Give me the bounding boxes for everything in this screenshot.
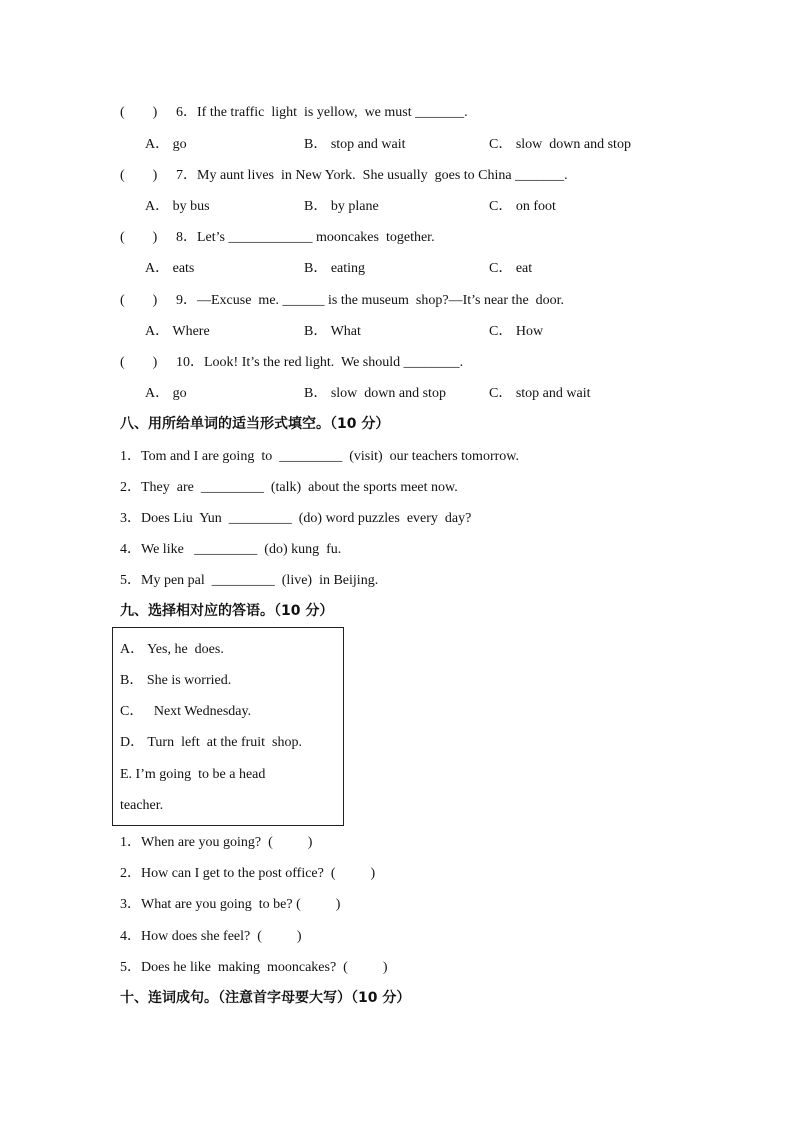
fill-item-5[interactable]: 5．My pen pal _________ (live) in Beijing.: [120, 573, 379, 588]
match-item-1[interactable]: 1．When are you going? ( ): [120, 835, 313, 850]
option-a: A． by bus: [145, 199, 210, 214]
answer-option-a: A． Yes, he does.: [120, 642, 224, 657]
question-text: 6．If the traffic light is yellow, we must _______.: [176, 105, 468, 120]
option-c: C． on foot: [489, 199, 556, 214]
section-heading: 九、选择相对应的答语。（10 分）: [120, 603, 334, 619]
answer-paren[interactable]: ( ): [120, 230, 158, 245]
match-item-3[interactable]: 3．What are you going to be? ( ): [120, 897, 341, 912]
fill-item-3[interactable]: 3．Does Liu Yun _________ (do) word puzzles every day?: [120, 511, 472, 526]
answer-option-b: B． She is worried.: [120, 673, 232, 688]
answer-paren[interactable]: ( ): [120, 293, 158, 308]
section-heading: 十、连词成句。（注意首字母要大写）（10 分）: [120, 990, 411, 1006]
answer-option-e: E. I’m going to be a head: [120, 767, 266, 782]
question-text: 8．Let’s ____________ mooncakes together.: [176, 230, 435, 245]
match-item-4[interactable]: 4．How does she feel? ( ): [120, 929, 302, 944]
option-a: A． eats: [145, 261, 195, 276]
answer-paren[interactable]: ( ): [120, 168, 158, 183]
match-item-2[interactable]: 2．How can I get to the post office? ( ): [120, 866, 376, 881]
option-b: B． stop and wait: [304, 137, 406, 152]
option-c: C． slow down and stop: [489, 137, 631, 152]
option-c: C． How: [489, 324, 544, 339]
option-a: A． Where: [145, 324, 210, 339]
fill-item-2[interactable]: 2．They are _________ (talk) about the sports meet now.: [120, 480, 458, 495]
fill-item-1[interactable]: 1．Tom and I are going to _________ (visit) our teachers tomorrow.: [120, 449, 519, 464]
option-b: B． What: [304, 324, 361, 339]
match-item-5[interactable]: 5．Does he like making mooncakes? ( ): [120, 960, 388, 975]
option-b: B． by plane: [304, 199, 379, 214]
section-heading: 八、用所给单词的适当形式填空。（10 分）: [120, 416, 390, 432]
answer-option-c: C． Next Wednesday.: [120, 704, 252, 719]
answer-option-d: D． Turn left at the fruit shop.: [120, 735, 302, 750]
question-text: 10．Look! It’s the red light. We should ________.: [176, 355, 464, 370]
question-text: 9．—Excuse me. ______ is the museum shop?—It’s near the door.: [176, 293, 565, 308]
option-c: C． stop and wait: [489, 386, 591, 401]
option-a: A． go: [145, 137, 187, 152]
option-b: B． slow down and stop: [304, 386, 446, 401]
option-b: B． eating: [304, 261, 366, 276]
option-a: A． go: [145, 386, 187, 401]
answer-paren[interactable]: ( ): [120, 355, 158, 370]
answer-paren[interactable]: ( ): [120, 105, 158, 120]
answer-options-box: [112, 627, 344, 826]
fill-item-4[interactable]: 4．We like _________ (do) kung fu.: [120, 542, 342, 557]
question-text: 7．My aunt lives in New York. She usually goes to China _______.: [176, 168, 568, 183]
answer-option-e-cont: teacher.: [120, 798, 164, 813]
option-c: C． eat: [489, 261, 533, 276]
